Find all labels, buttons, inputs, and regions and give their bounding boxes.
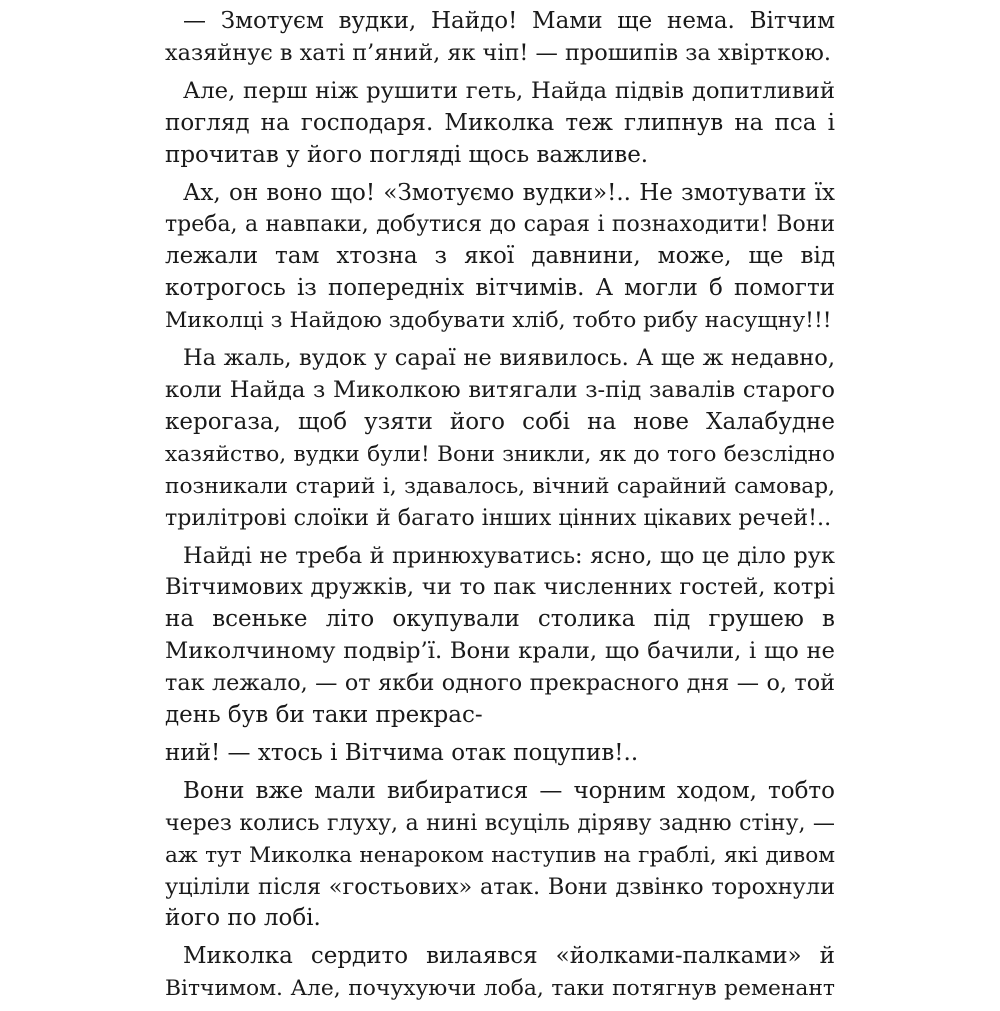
text-line: Найді не треба й принюхуватись: ясно, що це діло рук [183,542,835,569]
text-line: ний! — хтось і Вітчима отак поцупив!.. [165,739,639,766]
text-line: Але, перш ніж рушити геть, Найда підвів допитливий [183,77,835,104]
text-line: хазяйнує в хаті п’яний, як чіп! — прошипів за хвірткою. [165,39,831,66]
text-line: Вони вже мали вибиратися — чорним ходом, тобто [183,777,835,804]
paragraph [165,776,835,936]
text-line: На жаль, вудок у сараї не виявилось. А ще ж недавно, [183,345,835,372]
text-line: його по лобі. [165,905,321,932]
text-line: Вітчимом. Але, почухуючи лоба, таки потягнув ременант [165,976,835,1002]
text-line: так лежало, — от якби одного прекрасного дня — о, той [165,670,835,697]
text-line: хазяйство, вудки були! Вони зникли, як до того безслідно [165,441,835,467]
text-line: треба, а навпаки, добутися до сарая і познаходити! Вони [165,212,835,238]
text-line: погляд на господаря. Миколка теж глипнув на пса і [165,109,835,136]
paragraph [165,6,835,70]
text-line: аж тут Миколка ненароком наступив на граблі, які дивом [165,842,835,868]
text-line: уціліли після «гостьових» атак. Вони дзвінко торохнули [165,873,835,900]
book-page [165,6,835,1011]
text-line: Ах, он воно що! «Змотуємо вудки»!.. Не змотувати їх [183,179,835,206]
paragraph-continuation [165,738,835,770]
text-line: керогаза, щоб узяти його собі на нове Халабудне [165,408,835,435]
text-line: Миколчиному подвір’ї. Вони крали, що бачили, і що не [165,638,835,665]
text-line: — Змотуєм вудки, Найдо! Мами ще нема. Вітчим [183,8,835,34]
paragraph [165,76,835,172]
paragraph [165,343,835,534]
text-line: Миколка сердито вилаявся «йолками-палками» й [183,943,835,970]
paragraph [165,178,835,338]
text-line: трилітрові слоїки й багато інших цінних цікавих речей!.. [165,504,832,531]
paragraph [165,941,835,1005]
text-line: позникали старий і, здавалось, вічний сарайний самовар, [165,473,835,499]
text-line: на всеньке літо окупували столика під грушею в [165,606,835,633]
text-line: день був би таки прекрас- [165,702,483,729]
text-line: прочитав у його погляді щось важливе. [165,141,649,168]
text-line: котрогось із попередніх вітчимів. А могли б помогти [165,275,835,302]
text-line: Вітчимових дружків, чи то пак численних гостей, котрі [165,574,835,601]
paragraph [165,541,835,732]
text-line: через колись глуху, а нині всуціль діряву задню стіну, — [165,809,835,836]
text-line: коли Найда з Миколкою витягали з-під завалів старого [165,376,835,403]
text-line: лежали там хтозна з якої давнини, може, ще від [165,243,835,270]
text-line: Миколці з Найдою здобувати хліб, тобто рибу насущну!!! [165,308,832,334]
